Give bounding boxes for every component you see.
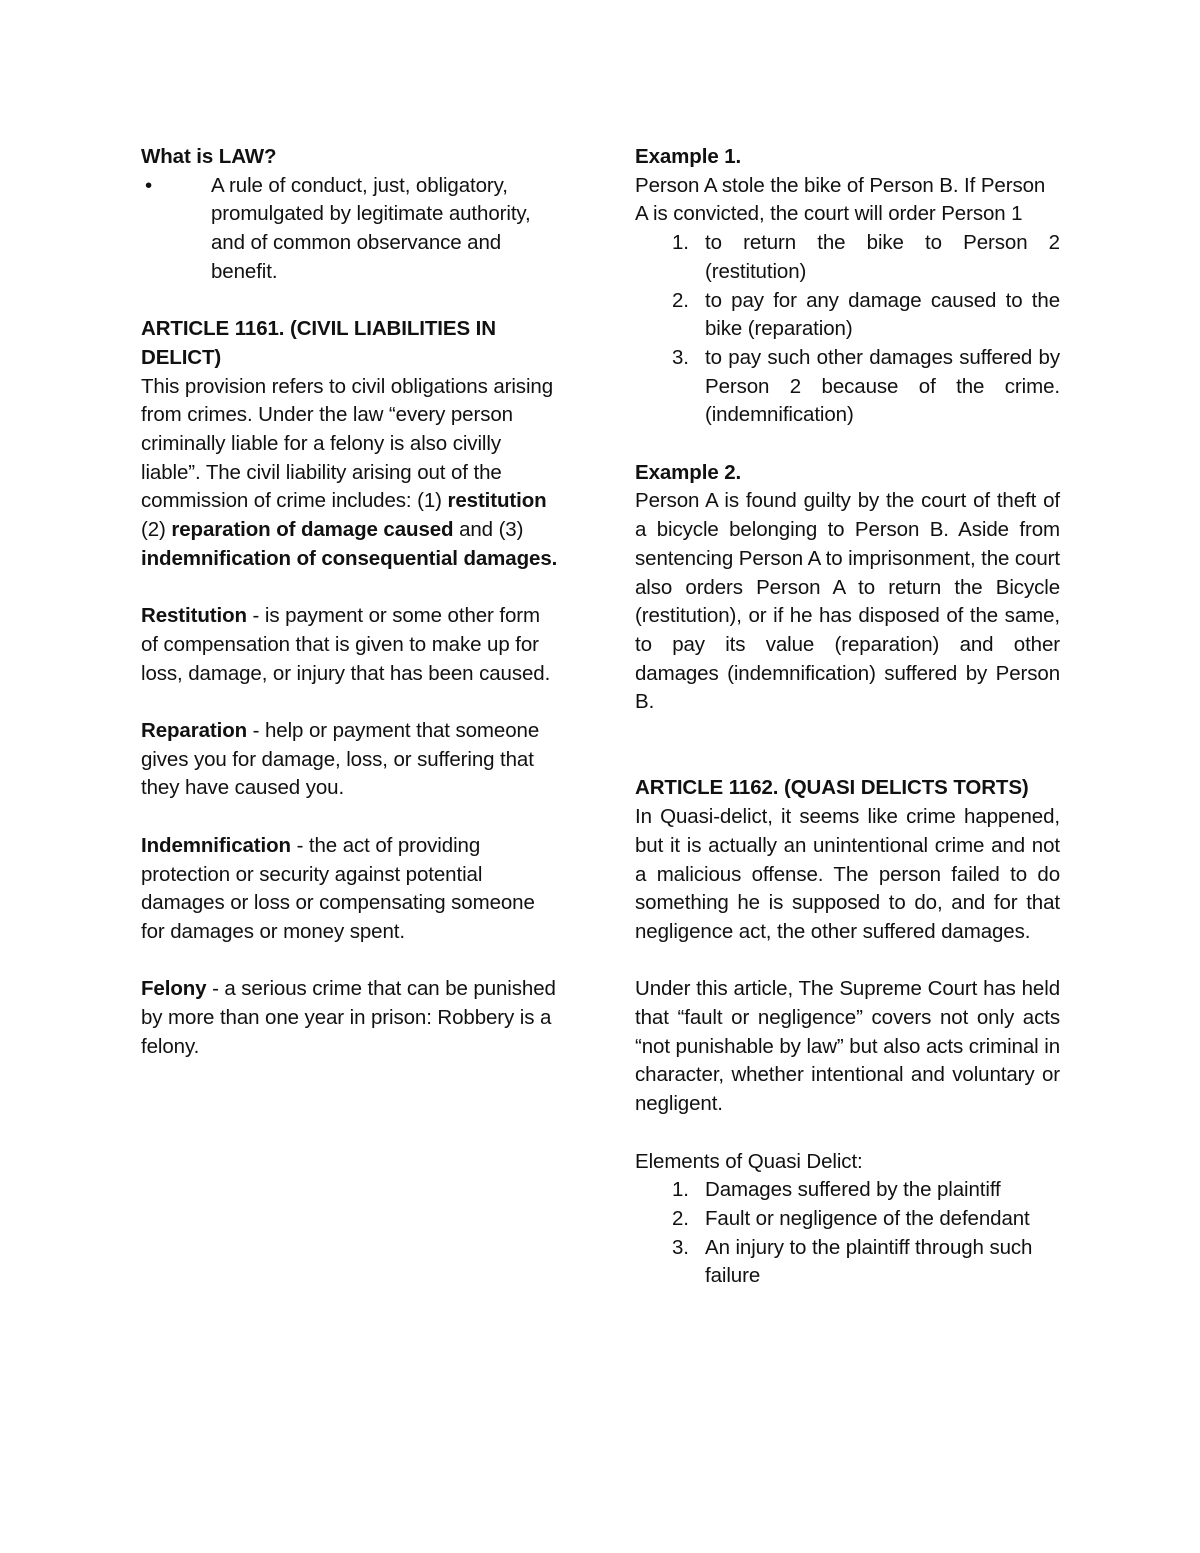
list-item: 1. Damages suffered by the plaintiff — [672, 1178, 1001, 1202]
right-column — [635, 143, 1060, 1291]
list-item: 3. An injury to the plaintiff through such failure — [672, 1235, 1033, 1288]
article-1162-paragraph: In Quasi-delict, it seems like crime happened, but it is actually an unintentional crime and not a malicious offense. The person failed to do something he is supposed to do, and for that negligence act, the other suffered damages. — [635, 805, 1060, 943]
article-1162-heading: ARTICLE 1162. (QUASI DELICTS TORTS) — [635, 776, 1029, 800]
example-2-heading: Example 2. — [635, 460, 742, 484]
law-definition: A rule of conduct, just, obligatory, promulgated by legitimate authority, and of common observance and benefit. — [211, 173, 531, 283]
left-column — [141, 143, 561, 1061]
elements-heading: Elements of Quasi Delict: — [635, 1149, 863, 1173]
supreme-court-paragraph: Under this article, The Supreme Court has held that “fault or negligence” covers not only acts “not punishable by law” but also acts criminal in character, whether intentional and voluntary or negligent. — [635, 977, 1060, 1116]
list-item: 2. to pay for any damage caused to the bike (reparation) — [672, 288, 1060, 341]
law-bullet-list — [141, 172, 561, 287]
indemnification-definition: Indemnification - the act of providing protection or security against potential damages or loss or compensating someone for damages or money spent. — [141, 833, 535, 943]
bullet-icon: • — [145, 173, 153, 197]
list-item: 2. Fault or negligence of the defendant — [672, 1206, 1030, 1230]
example-1-list — [635, 229, 1060, 430]
elements-list — [635, 1176, 1060, 1291]
list-item: 1. to return the bike to Person 2 (restitution) — [672, 231, 1060, 283]
list-item: 3. to pay such other damages suffered by Person 2 because of the crime. (indemnification) — [672, 345, 1060, 427]
example-1-intro: Person A stole the bike of Person B. If Person A is convicted, the court will order Person 1 — [635, 173, 1046, 226]
example-2-paragraph: Person A is found guilty by the court of theft of a bicycle belonging to Person B. Aside from sentencing Person A to imprisonment, the court also orders Person A to return the Bicycle (restitution), or if he has disposed of the same, to pay its value (reparation) and other damages (indemnification) suffered by Person B. — [635, 489, 1060, 714]
list-item — [141, 172, 561, 287]
felony-definition: Felony - a serious crime that can be punished by more than one year in prison: Robbery is a felony. — [141, 977, 556, 1058]
article-1161-paragraph: This provision refers to civil obligations arising from crimes. Under the law “every person criminally liable for a felony is also civilly liable”. The civil liability arising out of the commission of crime includes: (1) restitution (2) reparation of damage caused and (3) indemnification of consequential damages. — [141, 374, 558, 570]
reparation-definition: Reparation - help or payment that someone gives you for damage, loss, or suffering that they have caused you. — [141, 719, 540, 800]
example-1-heading: Example 1. — [635, 145, 742, 168]
law-heading: What is LAW? — [141, 145, 277, 168]
restitution-definition: Restitution - is payment or some other form of compensation that is given to make up for loss, damage, or injury that has been caused. — [141, 604, 551, 685]
article-1161-heading: ARTICLE 1161. (CIVIL LIABILITIES IN DELICT) — [141, 317, 496, 369]
